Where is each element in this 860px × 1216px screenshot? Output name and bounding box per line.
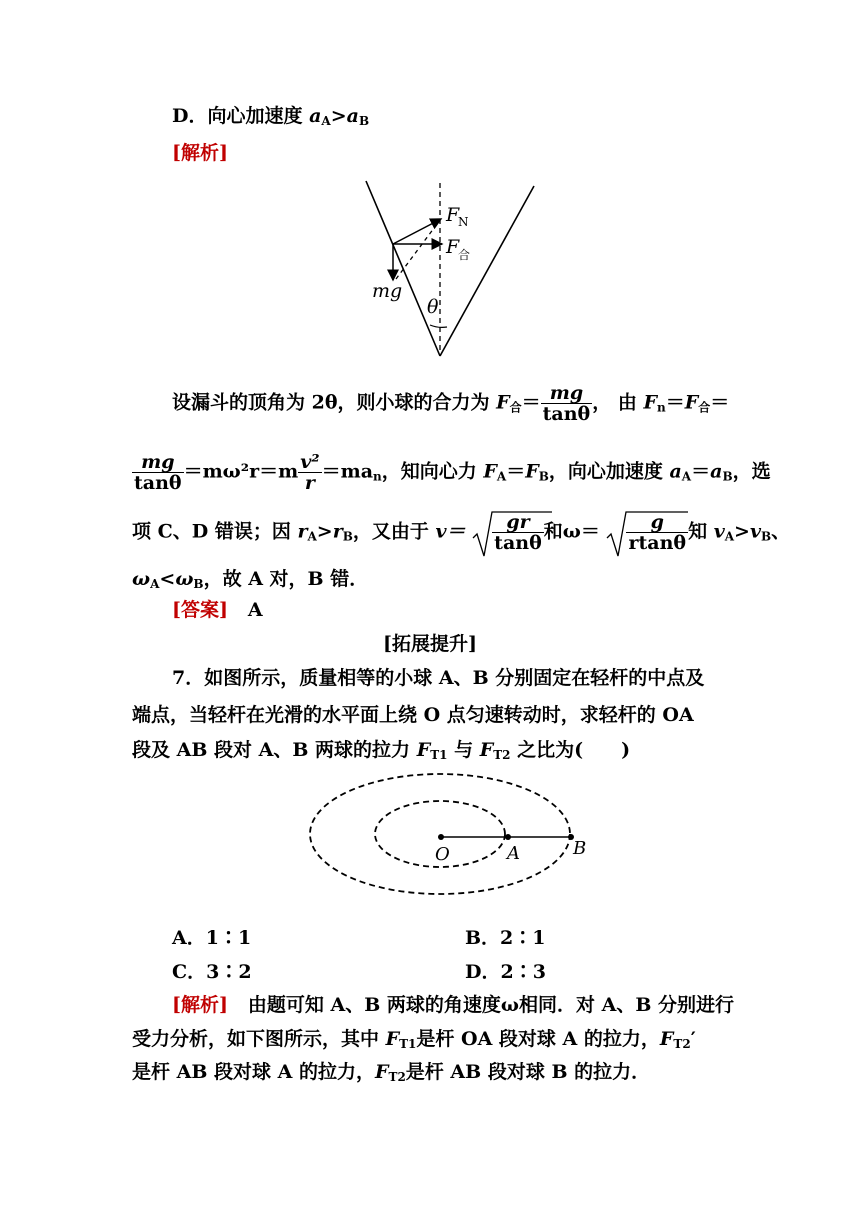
funnel-force-diagram <box>330 175 560 365</box>
option-a[interactable]: A．1∶1 <box>172 927 252 949</box>
q7-line1: 7．如图所示，质量相等的小球 A、B 分别固定在轻杆的中点及 <box>172 667 705 689</box>
normal-force-arrow <box>393 219 441 244</box>
analysis2-line2: 受力分析，如下图所示，其中 $F_{T1}$是杆 OA 段对球 A 的拉力，$F_{T2}'$ <box>132 1028 696 1051</box>
rotating-rod-diagram <box>305 770 605 905</box>
point-o <box>438 834 444 840</box>
theta-label: θ <box>427 296 439 318</box>
para1-line3: 项 C、D 错误；因 $r_A>r_B$，又由于 v＝ $\frac{gr}{\tan\theta}$ 和ω＝ $\frac{g}{rtan\theta}$ 知 $v_A>v_B$、 <box>132 511 791 554</box>
label-a: A <box>507 843 520 864</box>
para1-line2: $\frac{mg}{\tan\theta}$ ＝mω²r＝m $\frac{\text{v²}}{r}$ $=ma_n$，知向心力 $F_A=F_B$，向心加速度 $a_A=a_B$，选 <box>134 451 771 494</box>
fn-sub-label: N <box>458 215 469 229</box>
outer-orbit <box>310 774 570 894</box>
sqrt-omega: $\frac{g}{rtan\theta}$ <box>606 512 688 553</box>
option-d[interactable]: D．2∶3 <box>465 961 546 983</box>
parallelogram-dashed <box>396 220 440 279</box>
option-d: D．向心加速度 $a_A>a_B$ <box>172 105 370 128</box>
analysis-tag: [解析] <box>172 142 228 164</box>
label-o: O <box>435 844 450 865</box>
fhe-sub-label: 合 <box>458 248 471 262</box>
para1-line4: $\omega_A<\omega_B$，故 A 对，B 错． <box>132 568 369 591</box>
label-b: B <box>573 838 587 859</box>
fn-label: F <box>446 204 460 226</box>
funnel-left-wall <box>366 181 440 356</box>
mg-label: mg <box>372 280 403 302</box>
q7-line3: 段及 AB 段对 A、B 两球的拉力 $F_{T1}$ 与 $F_{T2}$ 之比为( ) <box>132 739 631 762</box>
ball-a <box>505 834 511 840</box>
answer-line: [答案] A <box>172 599 263 621</box>
para1-line1: 设漏斗的顶角为 2θ，则小球的合力为 $F_合=$ $\frac{mg}{\tan\theta}$ ， 由 $F_n=F_合=$ <box>172 382 730 425</box>
analysis2-line3: 是杆 AB 段对球 A 的拉力，$F_{T2}$是杆 AB 段对球 B 的拉力． <box>132 1061 651 1084</box>
fhe-label: F <box>446 236 460 258</box>
sqrt-v: $\frac{gr}{\tan\theta}$ <box>472 512 544 553</box>
analysis2-line1: [解析] 由题可知 A、B 两球的角速度ω相同．对 A、B 分别进行 <box>172 994 734 1016</box>
option-c[interactable]: C．3∶2 <box>172 961 252 983</box>
q7-line2: 端点，当轻杆在光滑的水平面上绕 O 点匀速转动时，求轻杆的 OA <box>132 704 694 726</box>
angle-arc <box>430 325 447 327</box>
option-b[interactable]: B．2∶1 <box>465 927 546 949</box>
section-title: [拓展提升] <box>383 633 477 655</box>
